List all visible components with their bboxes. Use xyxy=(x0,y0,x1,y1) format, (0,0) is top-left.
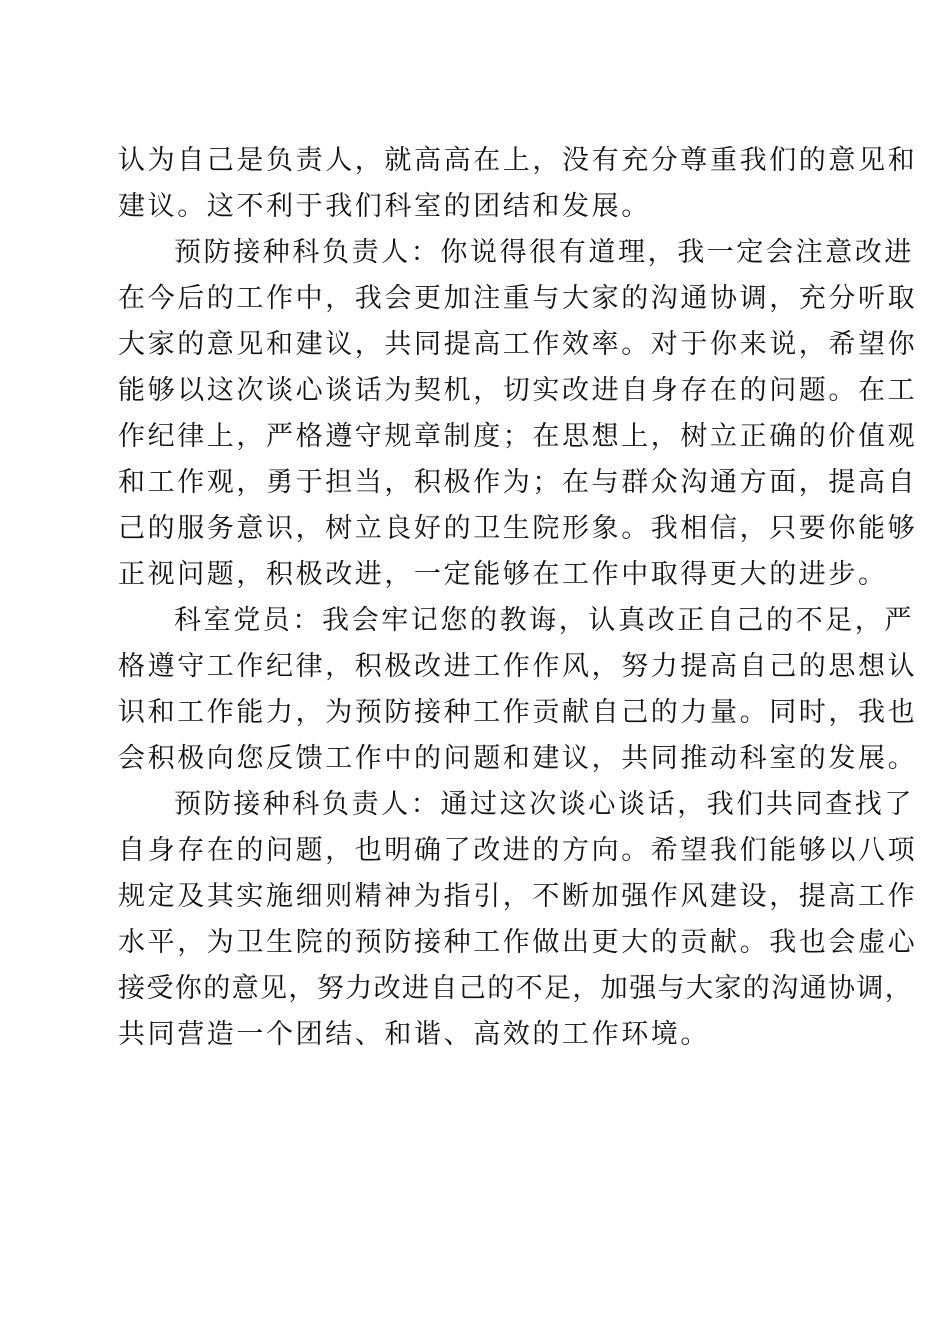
text-line-6: 能够以这次谈心谈话为契机，切实改进自身存在的问题。在工 xyxy=(118,375,918,406)
text-line-18: 水平，为卫生院的预防接种工作做出更大的贡献。我也会虚心 xyxy=(118,927,918,958)
text-line-8: 和工作观，勇于担当，积极作为；在与群众沟通方面，提高自 xyxy=(118,467,918,498)
text-line-14: 会积极向您反馈工作中的问题和建议，共同推动科室的发展。 xyxy=(118,743,918,774)
text-line-4: 在今后的工作中，我会更加注重与大家的沟通协调，充分听取 xyxy=(118,283,918,314)
text-line-10: 正视问题，积极改进，一定能够在工作中取得更大的进步。 xyxy=(118,559,888,590)
paragraph-start-line: 科室党员：我会牢记您的教诲，认真改正自己的不足，严 xyxy=(174,605,914,636)
paragraph-start-line: 预防接种科负责人：通过这次谈心谈话，我们共同查找了 xyxy=(174,789,914,820)
text-line-19: 接受你的意见，努力改进自己的不足，加强与大家的沟通协调， xyxy=(118,973,914,1004)
text-line-2: 建议。这不利于我们科室的团结和发展。 xyxy=(118,191,651,222)
text-line-1: 认为自己是负责人，就高高在上，没有充分尊重我们的意见和 xyxy=(118,145,918,176)
text-line-13: 识和工作能力，为预防接种工作贡献自己的力量。同时，我也 xyxy=(118,697,918,728)
text-line-5: 大家的意见和建议，共同提高工作效率。对于你来说，希望你 xyxy=(118,329,918,360)
text-line-12: 格遵守工作纪律，积极改进工作作风，努力提高自己的思想认 xyxy=(118,651,918,682)
paragraph-start-line: 预防接种科负责人：你说得很有道理，我一定会注意改进 xyxy=(174,237,914,268)
document-body xyxy=(118,138,918,1058)
text-line-20: 共同营造一个团结、和谐、高效的工作环境。 xyxy=(118,1019,710,1050)
text-line-16: 自身存在的问题，也明确了改进的方向。希望我们能够以八项 xyxy=(118,835,918,866)
text-line-17: 规定及其实施细则精神为指引，不断加强作风建设，提高工作 xyxy=(118,881,918,912)
text-line-7: 作纪律上，严格遵守规章制度；在思想上，树立正确的价值观 xyxy=(118,421,918,452)
text-line-9: 己的服务意识，树立良好的卫生院形象。我相信，只要你能够 xyxy=(118,513,918,544)
